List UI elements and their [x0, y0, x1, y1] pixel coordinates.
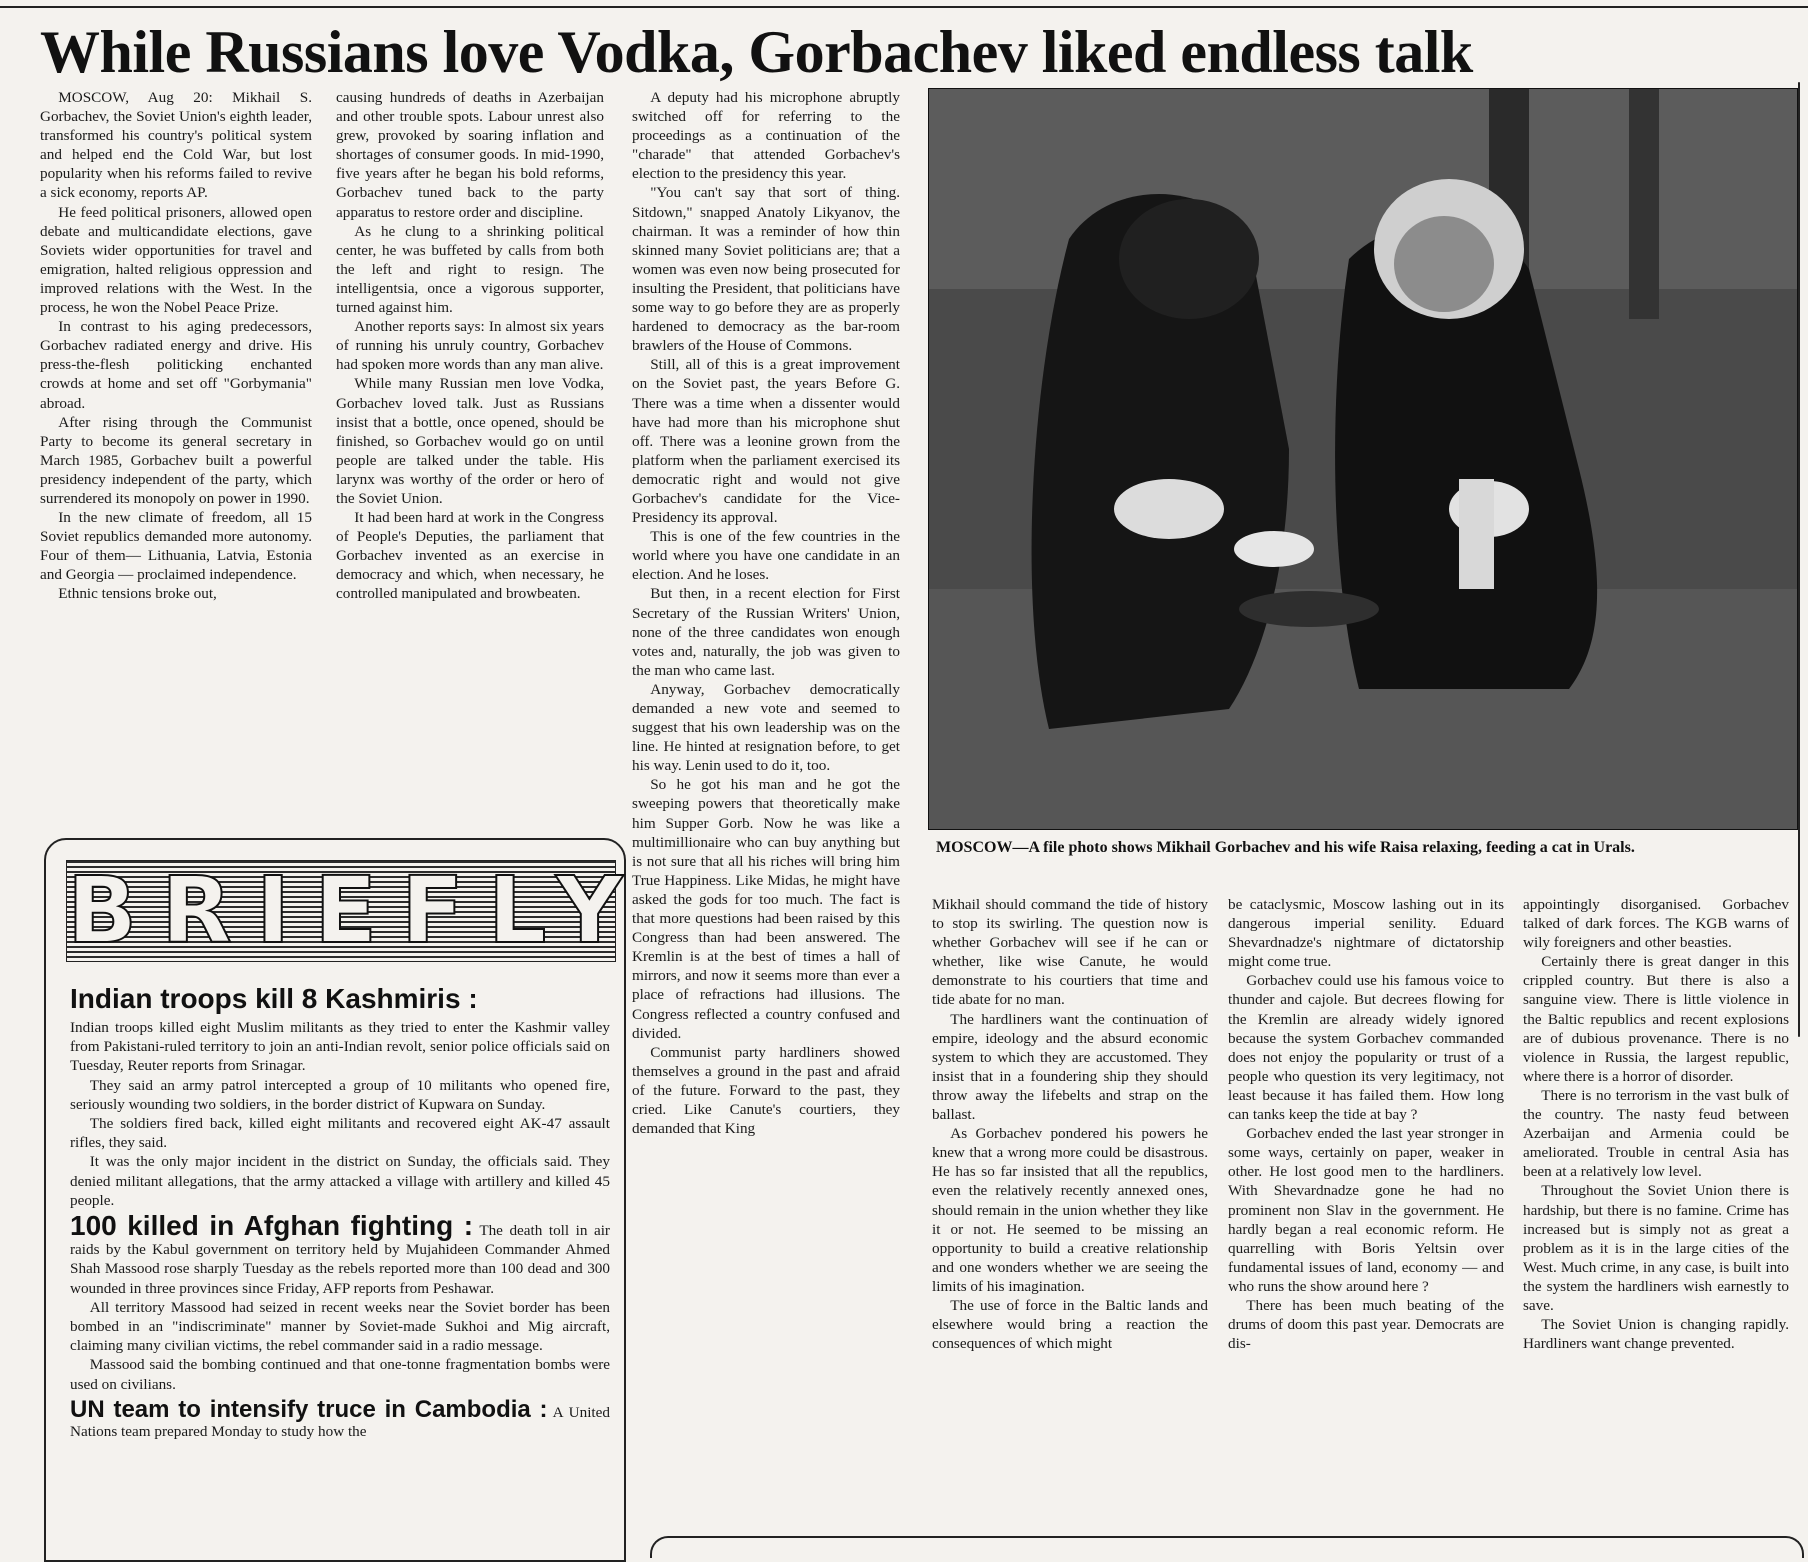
article-column-6	[1523, 895, 1789, 1545]
photo-caption: MOSCOW—A file photo shows Mikhail Gorbachev and his wife Raisa relaxing, feeding a cat in Urals.	[936, 839, 1635, 856]
briefly-item-afghan	[70, 1210, 610, 1298]
paragraph: So he got his man and he got the sweeping powers that theoretically make him Supper Gorb. Now he was like a multimillionaire who can buy anything but is not sure that all his riches will bring him True Happiness. Like Midas, he might have asked the gods for too much. The fact is that more questions had been raised by this Congress than had been answered. The Kremlin is at the best of times a hall of mirrors, and now it seems more than ever a place of refractions had illusions. The Congress reflected a country confused and divided.	[632, 776, 900, 1042]
briefly-lead-cambodia: A United Nations team prepared Monday to study how the	[70, 1403, 610, 1441]
paragraph: Mikhail should command the tide of history to stop its swirling. The question now is whether Gorbachev will see if he can or whether, like wise Canute, he would demonstrate to his courtiers that time and tide abate for no man.	[932, 896, 1208, 1009]
paragraph: Gorbachev could use his famous voice to thunder and cajole. But decrees flowing for the Kremlin are already widely ignored because the system Gorbachev commanded does not enjoy the popularity or trust of a people who question its very legitimacy, not least because it has failed them. How long can tanks keep the tide at bay ?	[1228, 972, 1504, 1124]
paragraph: But then, in a recent election for First Secretary of the Russian Writers' Union, none of the three candidates won enough votes and, naturally, the job was given to the man who came last.	[632, 585, 900, 679]
article-headline: While Russians love Vodka, Gorbachev liked endless talk	[40, 19, 1473, 85]
article-column-5	[1228, 895, 1504, 1545]
paragraph: Gorbachev ended the last year stronger in some ways, certainly on paper, weaker in other. He lost good men to the hardliners. With Shevardnadze gone he had no prominent non Slav in the government. He hardly began a real economic reform. He quarrelling with Boris Yeltsin over fundamental issues of land, economy — and who runs the show around here ?	[1228, 1125, 1504, 1295]
paragraph: be cataclysmic, Moscow lashing out in its dangerous imperial senility. Eduard Shevardnadze's nightmare of dictatorship might come true.	[1228, 896, 1504, 971]
article-column-4	[932, 895, 1208, 1545]
paragraph: Ethnic tensions broke out,	[58, 585, 217, 603]
paragraph: He feed political prisoners, allowed open debate and multicandidate elections, gave Soviets wider opportunities for travel and emigration, halted religious oppression and improved relations with the West. In the process, he won the Nobel Peace Prize.	[40, 203, 312, 317]
paragraph: A deputy had his microphone abruptly switched off for referring to the proceedings as a continuation of the "charade" that attended Gorbachev's election to the presidency this year.	[632, 89, 900, 183]
paragraph: There has been much beating of the drums of doom this past year. Democrats are dis-	[1228, 1296, 1504, 1353]
briefly-headline-cambodia: UN team to intensify truce in Cambodia :	[70, 1395, 548, 1423]
right-rule	[1798, 82, 1800, 1037]
paragraph: Another reports says: In almost six years of running his unruly country, Gorbachev had spoken more words than any man alive.	[336, 318, 604, 374]
paragraph: Throughout the Soviet Union there is hardship, but there is no famine. Crime has increased but is simply not as great a problem as it is in the large cities of the West. Much crime, in any case, is built into the system the hardliners wish earnestly to save.	[1523, 1182, 1789, 1314]
photo-gorbachev-raisa	[928, 88, 1798, 830]
briefly-logo-text: BRIEFLY	[67, 857, 647, 964]
paragraph: The hardliners want the continuation of empire, ideology and the absurd economic system to which they are accustomed. They insist that in a foundering ship they should throw away the lifebelts and strap on the ballast.	[932, 1010, 1208, 1124]
article-column-1	[40, 88, 312, 830]
paragraph: In contrast to his aging predecessors, Gorbachev radiated energy and drive. His press-the-flesh politicking enchanted crowds at home and set off "Gorbymania" abroad.	[40, 318, 312, 412]
paragraph: Still, all of this is a great improvement on the Soviet past, the years Before G. There was a time when a dissenter would have had more than his microphone shut off. There was a leonine grown from the platform when the parliament exercised its democratic right and would not give Gorbachev's candidate for the Vice-Presidency its approval.	[632, 356, 900, 527]
briefly-headline-kashmir: Indian troops kill 8 Kashmiris :	[70, 983, 478, 1014]
paragraph: They said an army patrol intercepted a group of 10 militants who opened fire, seriously wounding two soldiers, in the border district of Kupwara on Sunday.	[70, 1076, 610, 1113]
paragraph: As he clung to a shrinking political center, he was buffeted by calls from both the left and right to resign. The intelligentsia, once a vigorous supporter, turned against him.	[336, 222, 604, 317]
briefly-lead-afghan: The death toll in air raids by the Kabul government on territory held by Mujahideen Commander Ahmed Shah Massood rose sharply Tuesday as the rebels reported more than 100 dead and 300 wounded in three provinces since Friday, AFP reports from Peshawar.	[70, 1222, 610, 1297]
paragraph: This is one of the few countries in the world where you have one candidate in an election. And he loses.	[632, 528, 900, 584]
briefly-logo	[66, 857, 647, 964]
paragraph: After rising through the Communist Party to become its general secretary in March 1985, Gorbachev built a powerful presidency independent of the party, which surrendered its monopoly on power in 1990.	[40, 413, 312, 507]
paragraph: The Soviet Union is changing rapidly. Hardliners want change prevented.	[1523, 1316, 1789, 1353]
paragraph: Certainly there is great danger in this crippled country. But there is also a sanguine view. There is little violence in the Baltic republics and recent explosions are of dubious provenance. There is no violence in Russia, the largest republic, where there is a horror of disorder.	[1523, 953, 1789, 1085]
paragraph: There is no terrorism in the vast bulk of the country. The nasty feud between Azerbaijan and Armenia could be ameliorated. Trouble in central Asia has been at a relatively low level.	[1523, 1086, 1789, 1181]
paragraph: The soldiers fired back, killed eight militants and recovered eight AK-47 assault rifles, they said.	[70, 1115, 610, 1152]
paragraph: Massood said the bombing continued and that one-tonne fragmentation bombs were used on civilians.	[70, 1356, 610, 1393]
top-rule	[0, 6, 1808, 8]
paragraph: All territory Massood had seized in recent weeks near the Soviet border has been bombed in an "indiscriminate" manner by Soviet-made Sukhoi and Mig aircraft, claiming many civilian victims, the rebel commander said in a radio message.	[70, 1298, 610, 1355]
article-column-3	[632, 88, 900, 1543]
briefly-item-cambodia	[70, 1395, 610, 1441]
photo-illustration	[929, 89, 1797, 829]
paragraph: It was the only major incident in the district on Sunday, the officials said. They denied militant allegations, that the army attacked a village with artillery and killed 45 people.	[70, 1153, 610, 1209]
paragraph: appointingly disorganised. Gorbachev talked of dark forces. The KGB warns of wily foreigners and other beasties.	[1523, 896, 1789, 952]
paragraph: causing hundreds of deaths in Azerbaijan and other trouble spots. Labour unrest also grew, provoked by soaring inflation and shortages of consumer goods. In mid-1990, five years after he began his bold reforms, Gorbachev tuned back to the party apparatus to restore order and discipline.	[336, 89, 604, 221]
briefly-box	[44, 838, 647, 1562]
briefly-headline-afghan: 100 killed in Afghan fighting :	[70, 1210, 474, 1242]
paragraph: In the new climate of freedom, all 15 Soviet republics demanded more autonomy. Four of them— Lithuania, Latvia, Estonia and Georgia — proclaimed independence.	[40, 509, 312, 584]
paragraph: MOSCOW, Aug 20: Mikhail S. Gorbachev, the Soviet Union's eighth leader, transformed his country's political system and helped end the Cold War, but lost popularity when his reforms failed to revive a sick economy, reports AP.	[40, 89, 312, 202]
paragraph: As Gorbachev pondered his powers he knew that a wrong more could be disastrous. He has so far insisted that all the republics, even the relatively recently annexed ones, should remain in the union whether they like it or not. He seemed to be missing an opportunity to build a creative relationship and one wonders whether we are seeing the limits of his imagination.	[932, 1125, 1208, 1295]
paragraph: Indian troops killed eight Muslim militants as they tried to enter the Kashmir valley from Pakistani-ruled territory to join an anti-Indian revolt, senior police officials said on Tuesday, Reuter reports from Srinagar.	[70, 1019, 610, 1075]
paragraph: It had been hard at work in the Congress of People's Deputies, the parliament that Gorbachev invented as an exercise in democracy and which, when necessary, he controlled manipulated and browbeaten.	[336, 509, 604, 603]
paragraph: While many Russian men love Vodka, Gorbachev loved talk. Just as Russians insist that a bottle, once opened, should be finished, so Gorbachev would go on until people are talked under the table. His larynx was worthy of the order or hero of the Soviet Union.	[336, 375, 604, 507]
article-column-2	[336, 88, 604, 830]
briefly-body	[70, 978, 610, 1558]
paragraph: Communist party hardliners showed themselves a ground in the past and afraid of the future. Forward to the past, they cried. Like Canute's courtiers, they demanded that King	[632, 1043, 900, 1138]
paragraph: Anyway, Gorbachev democratically demanded a new vote and seemed to suggest that his own leadership was on the line. He hinted at resignation before, to get his way. Lenin used to do it, too.	[632, 680, 900, 775]
bottom-box-frame	[650, 1536, 1804, 1558]
paragraph: The use of force in the Baltic lands and elsewhere would bring a reaction the consequences of which might	[932, 1296, 1208, 1353]
paragraph: "You can't say that sort of thing. Sitdown," snapped Anatoly Likyanov, the chairman. It was a reminder of how thin skinned many Soviet politicians are; that a women was even now being prosecuted for insulting the President, that politicians have some way to go before they are as properly hardened to democracy as the bar-room brawlers of the House of Commons.	[632, 184, 900, 355]
